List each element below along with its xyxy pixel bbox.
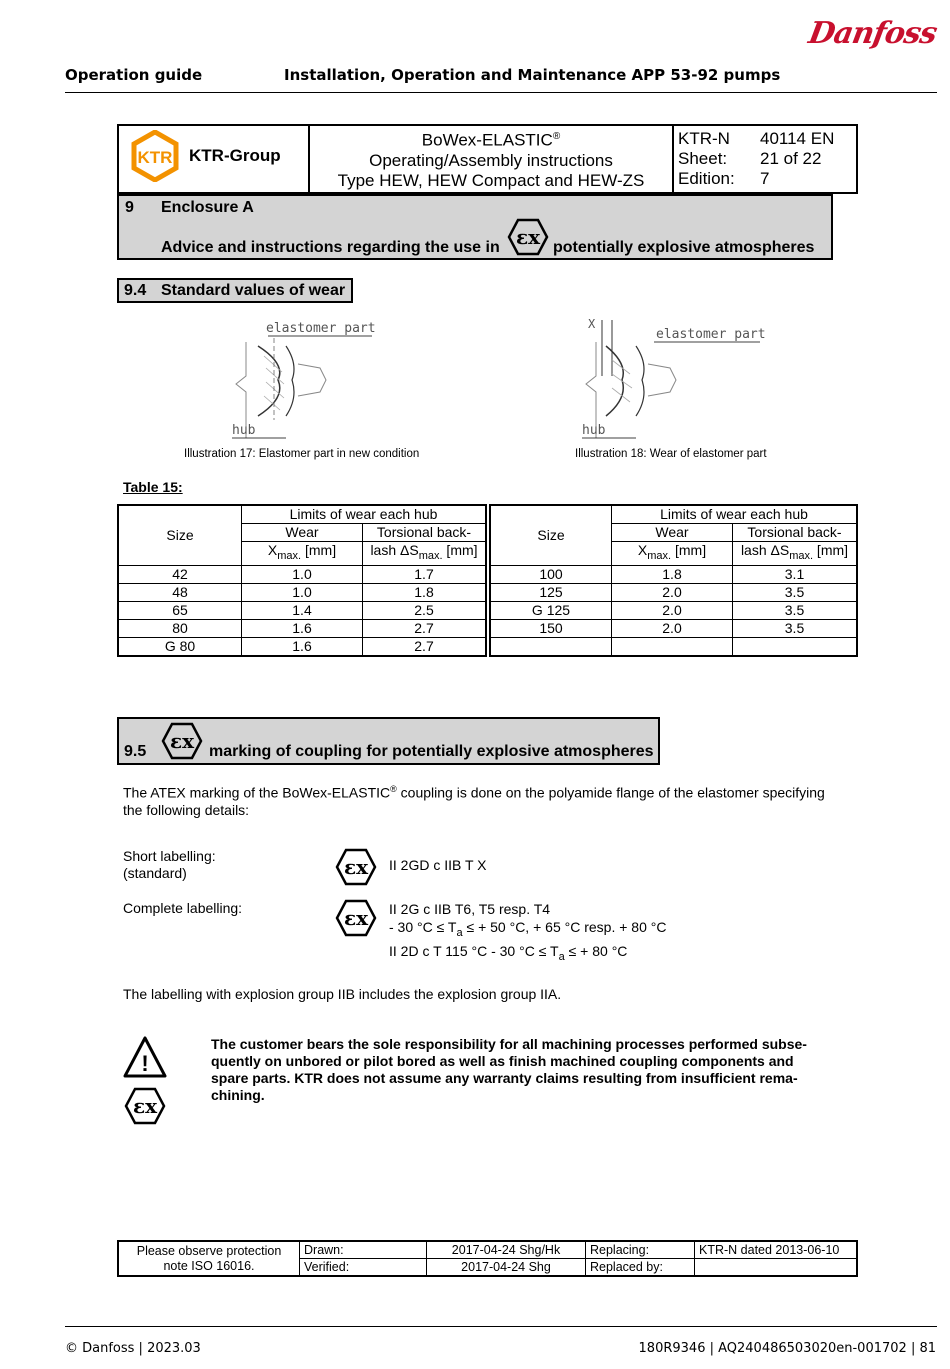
wear-cell: 1.0 (242, 565, 363, 583)
short-labelling-label: Short labelling: (standard) (123, 848, 216, 881)
size-cell: 150 (490, 619, 612, 637)
table-row (490, 619, 857, 637)
ex-icon (123, 1087, 167, 1125)
size-cell: 48 (118, 583, 242, 601)
danfoss-logo: Danfoss (805, 16, 940, 51)
ktr-n-label: KTR-N (678, 128, 730, 148)
ex-icon (334, 848, 378, 886)
edition-value: 7 (760, 168, 770, 188)
wear-cell: 2.0 (612, 583, 733, 601)
svg-text:εx: εx (169, 729, 195, 753)
lash-cell: 1.7 (363, 565, 487, 583)
section-9-5-title: marking of coupling for potentially explosive atmospheres (209, 743, 654, 760)
ktr-n-value: 40114 EN (760, 128, 835, 148)
lash-cell (733, 637, 858, 656)
footer-right: 180R9346 | AQ240486503020en-001702 | 81 (638, 1341, 936, 1356)
wear-cell: 1.6 (242, 637, 363, 656)
protection-note: Please observe protection note ISO 16016. (118, 1241, 300, 1276)
enclosure-title: Enclosure A (161, 199, 254, 216)
ktr-logo-icon (129, 130, 181, 182)
footer-left: © Danfoss | 2023.03 (65, 1341, 201, 1356)
limits-header: Limits of wear each hub (242, 505, 487, 524)
complete-labelling-label: Complete labelling: (123, 900, 243, 916)
lash-unit-header: lash $\Delta S_{max.}$ [mm] (363, 542, 487, 566)
replaced-by-value (695, 1259, 858, 1277)
lash-cell: 3.5 (733, 583, 858, 601)
ktr-group-label: KTR-Group (189, 146, 281, 166)
wear-cell (612, 637, 733, 656)
table-15-title: Table 15: (123, 479, 183, 495)
wear-header: Wear (242, 524, 363, 542)
section-9-4-number: 9.4 (124, 282, 147, 299)
table-row (118, 583, 486, 601)
verified-label: Verified: (300, 1259, 427, 1277)
wear-cell: 1.0 (242, 583, 363, 601)
verified-value: 2017-04-24 Shg (427, 1259, 586, 1277)
left-body (118, 565, 486, 656)
svg-text:elastomer part: elastomer part (266, 321, 376, 336)
table-row (490, 583, 857, 601)
svg-text:εx: εx (343, 906, 369, 930)
ktr-title-line2: Operating/Assembly instructions (369, 150, 613, 170)
svg-text:εx: εx (343, 855, 369, 879)
group-note: The labelling with explosion group IIB includes the explosion group IIA. (123, 986, 562, 1002)
right-body (490, 565, 857, 656)
section-9-4-title: Standard values of wear (161, 282, 346, 299)
wear-cell: 1.4 (242, 601, 363, 619)
section-9-5-box (117, 717, 660, 765)
ktr-title-cell (309, 125, 673, 193)
illustration-18 (578, 316, 768, 442)
warning-text: The customer bears the sole responsibility for all machining processes performed subse- quently on unbored or pilot bored as well as finish machined coupling components and spare parts. KTR does not assume any warranty claims resulting from insufficient rema- chining. (211, 1036, 807, 1103)
lash-cell: 3.1 (733, 565, 858, 583)
svg-text:KTR: KTR (137, 148, 173, 168)
svg-text:X: X (588, 317, 596, 331)
size-cell: 125 (490, 583, 612, 601)
size-cell: 65 (118, 601, 242, 619)
ex-icon (507, 218, 549, 256)
complete-labelling-values: II 2G c IIB T6, T5 resp. T4 - 30 $^\circ C \le T_a$ ≤ + 50 °C, + 65 °C resp. + 80 °C II 2D c T 115 °C - 30 $^\circ C \le T_a$ ≤ + 80 °C (389, 901, 667, 963)
wear-cell: 2.0 (612, 601, 733, 619)
ktr-title-line1: BoWex-ELASTIC (421, 130, 553, 150)
enclosure-advice-b: potentially explosive atmospheres (553, 239, 815, 256)
ktr-logo-cell (118, 125, 309, 193)
caption-17: Illustration 17: Elastomer part in new condition (184, 448, 420, 460)
table-row (118, 637, 486, 656)
table-row (490, 601, 857, 619)
replacing-value: KTR-N dated 2013-06-10 (695, 1241, 858, 1259)
illustration-17 (228, 316, 388, 442)
warning-icon (122, 1035, 168, 1079)
table-row (118, 619, 486, 637)
drawn-label: Drawn: (300, 1241, 427, 1259)
size-cell: 42 (118, 565, 242, 583)
ex-icon (161, 722, 203, 760)
svg-text:!: ! (141, 1051, 149, 1076)
size-header: Size (118, 505, 242, 565)
torsional-header: Torsional back- (363, 524, 487, 542)
lash-cell: 3.5 (733, 619, 858, 637)
svg-text:hub: hub (582, 423, 606, 438)
lash-cell: 2.7 (363, 637, 487, 656)
wear-cell: 1.6 (242, 619, 363, 637)
size-cell: G 80 (118, 637, 242, 656)
svg-text:εx: εx (515, 225, 541, 249)
size-header: Size (490, 505, 612, 565)
svg-text:hub: hub (232, 423, 256, 438)
wear-unit-header: $X_{max.}$ [mm] (612, 542, 733, 566)
drawn-value: 2017-04-24 Shg/Hk (427, 1241, 586, 1259)
short-labelling-value: II 2GD c IIB T X (389, 857, 487, 873)
replacing-label: Replacing: (586, 1241, 695, 1259)
wear-table-left (117, 504, 487, 657)
lash-cell: 2.7 (363, 619, 487, 637)
ktr-header-box (117, 124, 858, 194)
enclosure-advice-a: Advice and instructions regarding the use in (161, 239, 500, 256)
footer-rule (65, 1326, 937, 1327)
limits-header: Limits of wear each hub (612, 505, 858, 524)
ex-icon (334, 899, 378, 937)
header-title: Installation, Operation and Maintenance APP 53-92 pumps (284, 66, 781, 84)
header-left: Operation guide (65, 66, 203, 84)
enclosure-number: 9 (125, 199, 134, 216)
size-cell: 100 (490, 565, 612, 583)
ktr-meta-cell (673, 125, 857, 193)
table-row (118, 601, 486, 619)
size-cell: G 125 (490, 601, 612, 619)
sheet-label: Sheet: (678, 148, 728, 168)
section-9-4-box (117, 278, 353, 303)
enclosure-box (117, 194, 833, 260)
wear-cell: 2.0 (612, 619, 733, 637)
wear-table-right (489, 504, 858, 657)
table-row (490, 565, 857, 583)
size-cell: 80 (118, 619, 242, 637)
lash-unit-header: lash $\Delta S_{max.}$ [mm] (733, 542, 858, 566)
ktr-footer-table (117, 1240, 858, 1277)
lash-cell: 2.5 (363, 601, 487, 619)
replaced-by-label: Replaced by: (586, 1259, 695, 1277)
wear-cell: 1.8 (612, 565, 733, 583)
svg-text:εx: εx (132, 1094, 158, 1118)
wear-header: Wear (612, 524, 733, 542)
atex-intro: The ATEX marking of the BoWex-ELASTIC® coupling is done on the polyamide flange of the elastomer specifying the following details: (123, 784, 825, 818)
section-9-5-number: 9.5 (124, 743, 147, 760)
svg-text:elastomer part: elastomer part (656, 327, 766, 342)
edition-label: Edition: (678, 168, 735, 188)
table-row (118, 565, 486, 583)
caption-18: Illustration 18: Wear of elastomer part (575, 448, 767, 460)
ktr-title-line3: Type HEW, HEW Compact and HEW-ZS (337, 170, 645, 190)
torsional-header: Torsional back- (733, 524, 858, 542)
table-row (490, 637, 857, 656)
size-cell (490, 637, 612, 656)
header-rule (65, 92, 937, 93)
wear-unit-header: $X_{max.}$ [mm] (242, 542, 363, 566)
sheet-value: 21 of 22 (760, 148, 822, 168)
lash-cell: 1.8 (363, 583, 487, 601)
lash-cell: 3.5 (733, 601, 858, 619)
reg-mark: ® (552, 131, 561, 142)
